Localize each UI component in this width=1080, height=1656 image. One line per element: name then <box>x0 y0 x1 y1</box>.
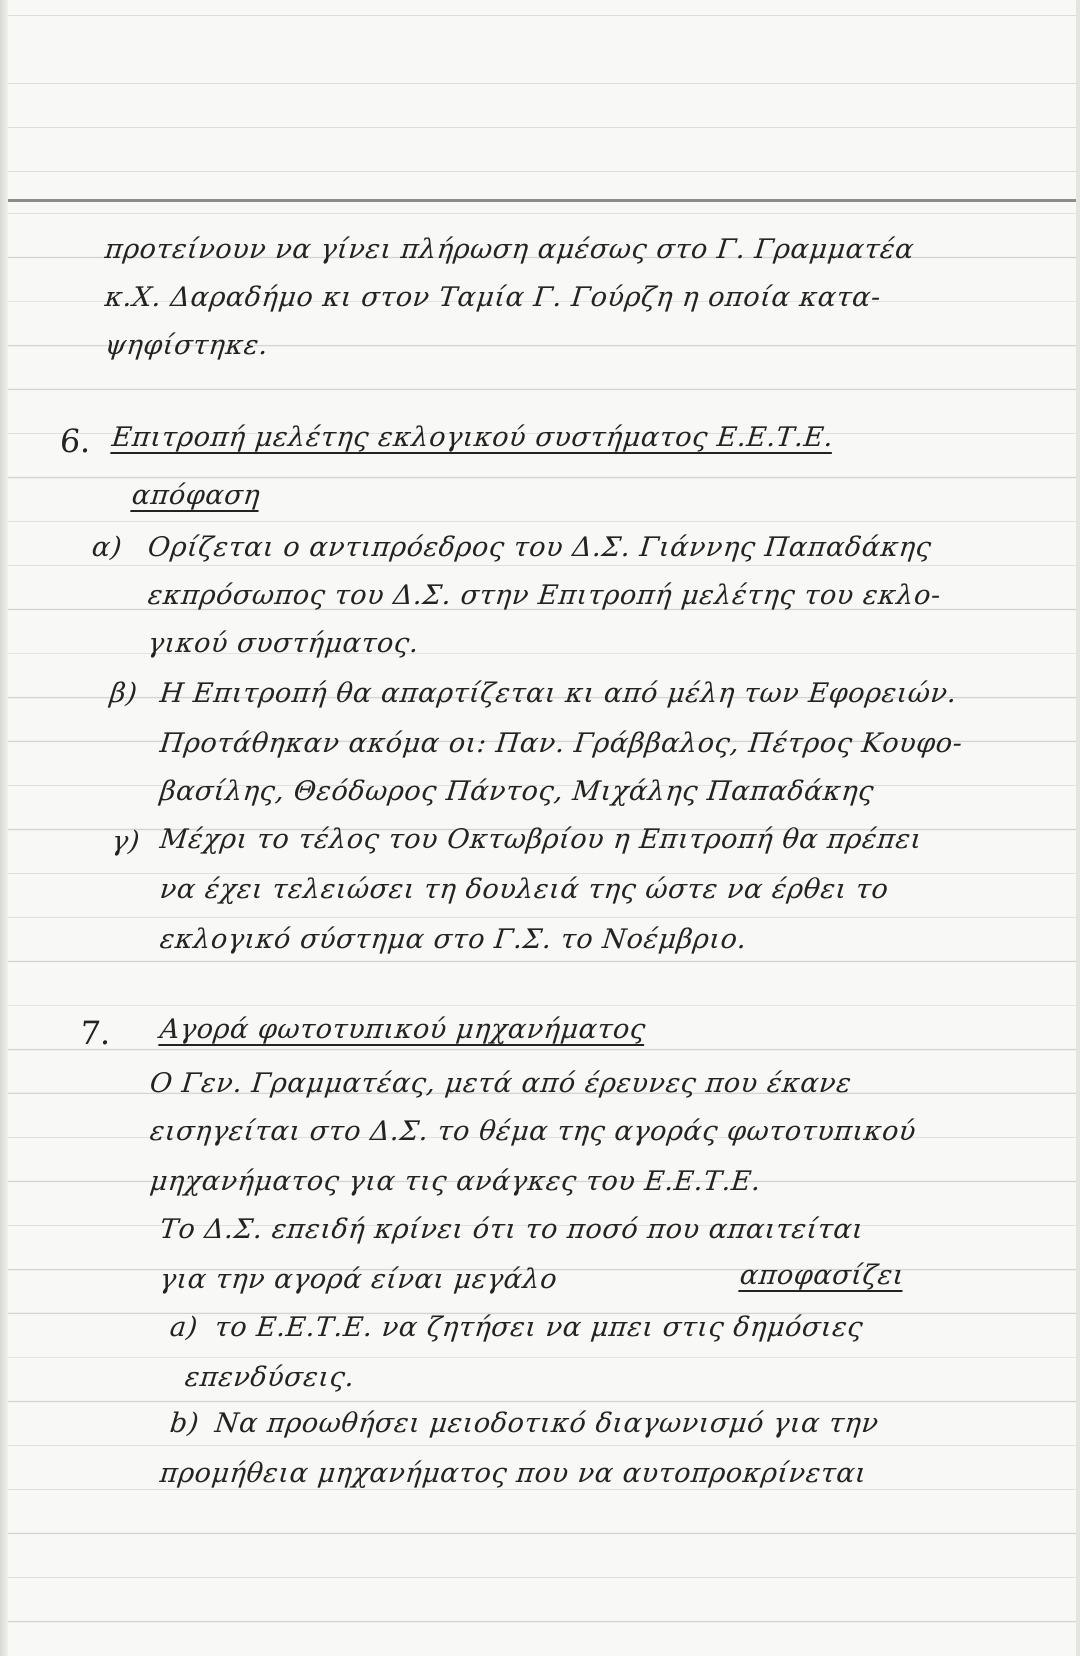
page-edge <box>1076 0 1080 1656</box>
text-line: βασίλης, Θεόδωρος Πάντος, Μιχάλης Παπαδάκης <box>158 776 876 807</box>
text-line: προτείνουν να γίνει πλήρωση αμέσως στο Γ. Γραμματέα <box>103 234 916 265</box>
item-number: 6. <box>58 422 94 460</box>
text-line: Προτάθηκαν ακόμα οι: Παν. Γράββαλος, Πέτρος Κουφο- <box>158 728 965 759</box>
item-title: Αγορά φωτοτυπικού μηχανήματος <box>158 1014 648 1045</box>
text-line: Η Επιτροπή θα απαρτίζεται κι από μέλη των Εφορειών. <box>158 678 959 709</box>
point-label: γ) <box>110 826 142 857</box>
text-line: ψηφίστηκε. <box>103 330 270 361</box>
point-label: a) <box>168 1312 200 1343</box>
item-number: 7. <box>78 1014 114 1052</box>
text-line: εισηγείται στο Δ.Σ. το θέμα της αγοράς φωτοτυπικού <box>148 1116 918 1147</box>
page-header-area <box>0 0 1080 200</box>
text-line: Ο Γεν. Γραμματέας, μετά από έρευνες που έκανε <box>148 1068 854 1099</box>
text-line: προμήθεια μηχανήματος που να αυτοπροκρίνεται <box>158 1458 869 1489</box>
text-line: εκλογικό σύστημα στο Γ.Σ. το Νοέμβριο. <box>158 924 749 955</box>
decision-label: απόφαση <box>130 480 262 511</box>
text-line: Το Δ.Σ. επειδή κρίνει ότι το ποσό που απαιτείται <box>158 1214 866 1245</box>
decision-label: αποφασίζει <box>738 1260 906 1291</box>
text-line: το Ε.Ε.Τ.Ε. να ζητήσει να μπει στις δημόσιες <box>213 1312 865 1343</box>
text-line: εκπρόσωπος του Δ.Σ. στην Επιτροπή μελέτης του εκλο- <box>146 580 943 611</box>
point-label: β) <box>108 678 139 709</box>
item-title: Επιτροπή μελέτης εκλογικού συστήματος Ε.Ε.Τ.Ε. <box>110 422 836 453</box>
page-top-rule <box>8 199 1076 202</box>
text-line: κ.Χ. Δαραδήμο κι στον Ταμία Γ. Γούρζη η οποία κατα- <box>103 282 883 313</box>
binding-edge <box>0 0 8 1656</box>
text-line: Να προωθήσει μειοδοτικό διαγωνισμό για την <box>213 1408 881 1439</box>
text-line: Ορίζεται ο αντιπρόεδρος του Δ.Σ. Γιάννης Παπαδάκης <box>146 532 934 563</box>
text-line: μηχανήματος για τις ανάγκες του Ε.Ε.Τ.Ε. <box>148 1166 763 1197</box>
text-line: επενδύσεις. <box>183 1362 357 1393</box>
point-label: b) <box>168 1408 201 1439</box>
text-line: για την αγορά είναι μεγάλο <box>158 1264 559 1295</box>
text-line: γικού συστήματος. <box>146 628 421 659</box>
text-line: να έχει τελειώσει τη δουλειά της ώστε να έρθει το <box>158 874 891 905</box>
point-label: α) <box>90 532 124 563</box>
text-line: Μέχρι το τέλος του Οκτωβρίου η Επιτροπή θα πρέπει <box>158 824 924 855</box>
